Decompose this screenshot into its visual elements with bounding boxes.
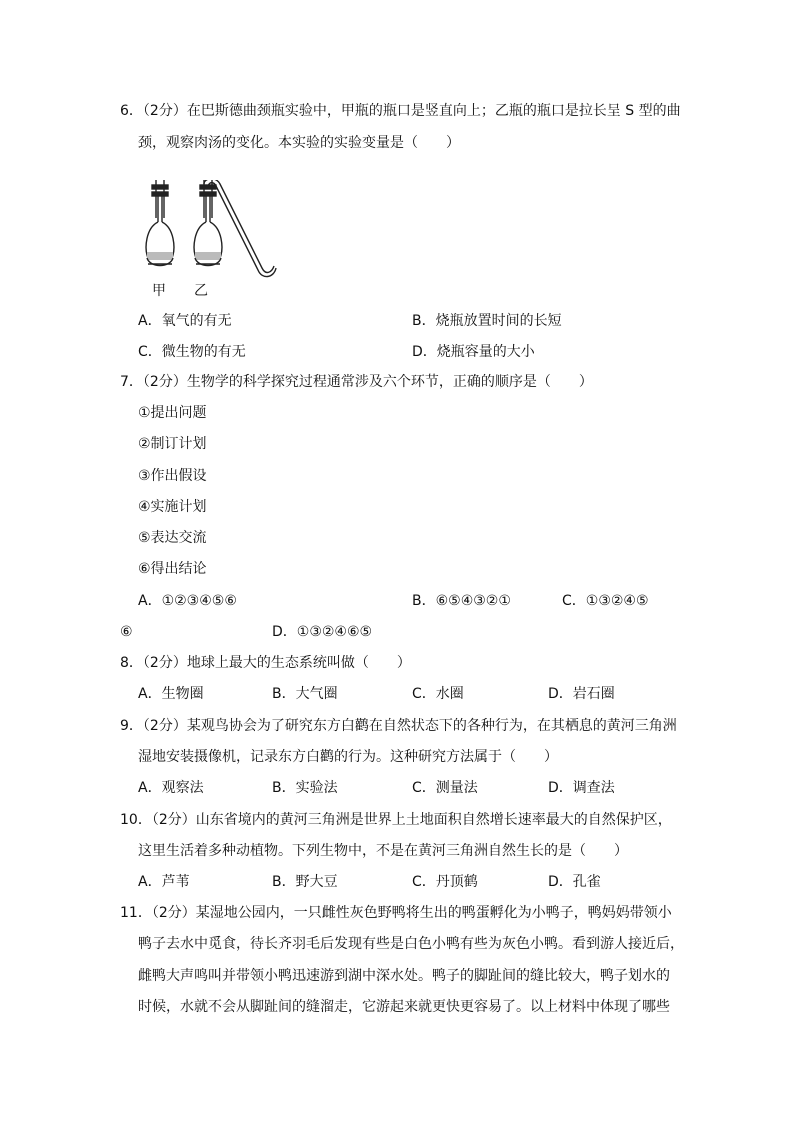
q7-option-a[interactable]: A．①②③④⑤⑥ xyxy=(138,593,237,609)
q8-stem: 8．（2分）地球上最大的生态系统叫做（ ） xyxy=(120,655,411,671)
q7-step-4: ④实施计划 xyxy=(138,499,207,515)
q10-option-d[interactable]: D．孔雀 xyxy=(548,874,601,890)
q6-option-a[interactable]: A．氧气的有无 xyxy=(138,313,232,329)
q8-option-a[interactable]: A．生物圈 xyxy=(138,686,204,702)
q10-option-c[interactable]: C．丹顶鹤 xyxy=(412,874,478,890)
q6-stem-line2: 颈，观察肉汤的变化。本实验的实验变量是（ ） xyxy=(138,135,460,151)
flask-diagram xyxy=(138,180,278,280)
q10-stem-line1: 10．（2分）山东省境内的黄河三角洲是世界上土地面积自然增长速率最大的自然保护区， xyxy=(120,812,672,828)
q10-option-a[interactable]: A．芦苇 xyxy=(138,874,190,890)
q7-option-c-continued[interactable]: ⑥ xyxy=(120,624,133,640)
q11-stem-line4: 时候，水就不会从脚趾间的缝溜走，它游起来就更快更容易了。以上材料中体现了哪些 xyxy=(138,999,670,1015)
flask-a-label: 甲 xyxy=(152,283,166,299)
flask-experiment-figure xyxy=(138,180,278,300)
q7-stem: 7．（2分）生物学的科学探究过程通常涉及六个环节，正确的顺序是（ ） xyxy=(120,374,593,390)
q7-step-2: ②制订计划 xyxy=(138,436,207,452)
q9-option-c[interactable]: C．测量法 xyxy=(412,780,478,796)
q11-stem-line2: 鸭子去水中觅食，待长齐羽毛后发现有些是白色小鸭有些为灰色小鸭。看到游人接近后， xyxy=(138,936,684,952)
q6-option-c[interactable]: C．微生物的有无 xyxy=(138,344,246,360)
q9-stem-line1: 9．（2分）某观鸟协会为了研究东方白鹳在自然状态下的各种行为，在其栖息的黄河三角洲 xyxy=(120,718,677,734)
flask-b xyxy=(194,180,276,277)
q11-stem-line3: 雌鸭大声鸣叫并带领小鸭迅速游到湖中深水处。鸭子的脚趾间的缝比较大，鸭子划水的 xyxy=(138,968,670,984)
q7-step-1: ①提出问题 xyxy=(138,405,207,421)
q11-stem-line1: 11．（2分）某湿地公园内，一只雌性灰色野鸭将生出的鸭蛋孵化为小鸭子，鸭妈妈带领小 xyxy=(120,905,672,921)
q8-option-d[interactable]: D．岩石圈 xyxy=(548,686,615,702)
q7-step-5: ⑤表达交流 xyxy=(138,530,207,546)
q8-option-c[interactable]: C．水圈 xyxy=(412,686,464,702)
q6-option-d[interactable]: D．烧瓶容量的大小 xyxy=(412,344,535,360)
q6-option-b[interactable]: B．烧瓶放置时间的长短 xyxy=(412,313,562,329)
q8-option-b[interactable]: B．大气圈 xyxy=(272,686,338,702)
q7-option-d[interactable]: D．①③②④⑥⑤ xyxy=(272,624,373,640)
q9-option-d[interactable]: D．调查法 xyxy=(548,780,615,796)
q7-option-b[interactable]: B．⑥⑤④③②① xyxy=(412,593,511,609)
flask-b-label: 乙 xyxy=(194,283,208,299)
flask-a xyxy=(146,180,174,266)
q10-option-b[interactable]: B．野大豆 xyxy=(272,874,338,890)
q10-stem-line2: 这里生活着多种动植物。下列生物中，不是在黄河三角洲自然生长的是（ ） xyxy=(138,843,628,859)
q7-option-c[interactable]: C．①③②④⑤ xyxy=(562,593,649,609)
q7-step-6: ⑥得出结论 xyxy=(138,561,207,577)
q6-stem-line1: 6．（2分）在巴斯德曲颈瓶实验中，甲瓶的瓶口是竖直向上；乙瓶的瓶口是拉长呈 S 型的曲 xyxy=(120,103,681,119)
q9-option-b[interactable]: B．实验法 xyxy=(272,780,338,796)
q7-step-3: ③作出假设 xyxy=(138,468,207,484)
q9-option-a[interactable]: A．观察法 xyxy=(138,780,204,796)
q9-stem-line2: 湿地安装摄像机，记录东方白鹳的行为。这种研究方法属于（ ） xyxy=(138,749,558,765)
